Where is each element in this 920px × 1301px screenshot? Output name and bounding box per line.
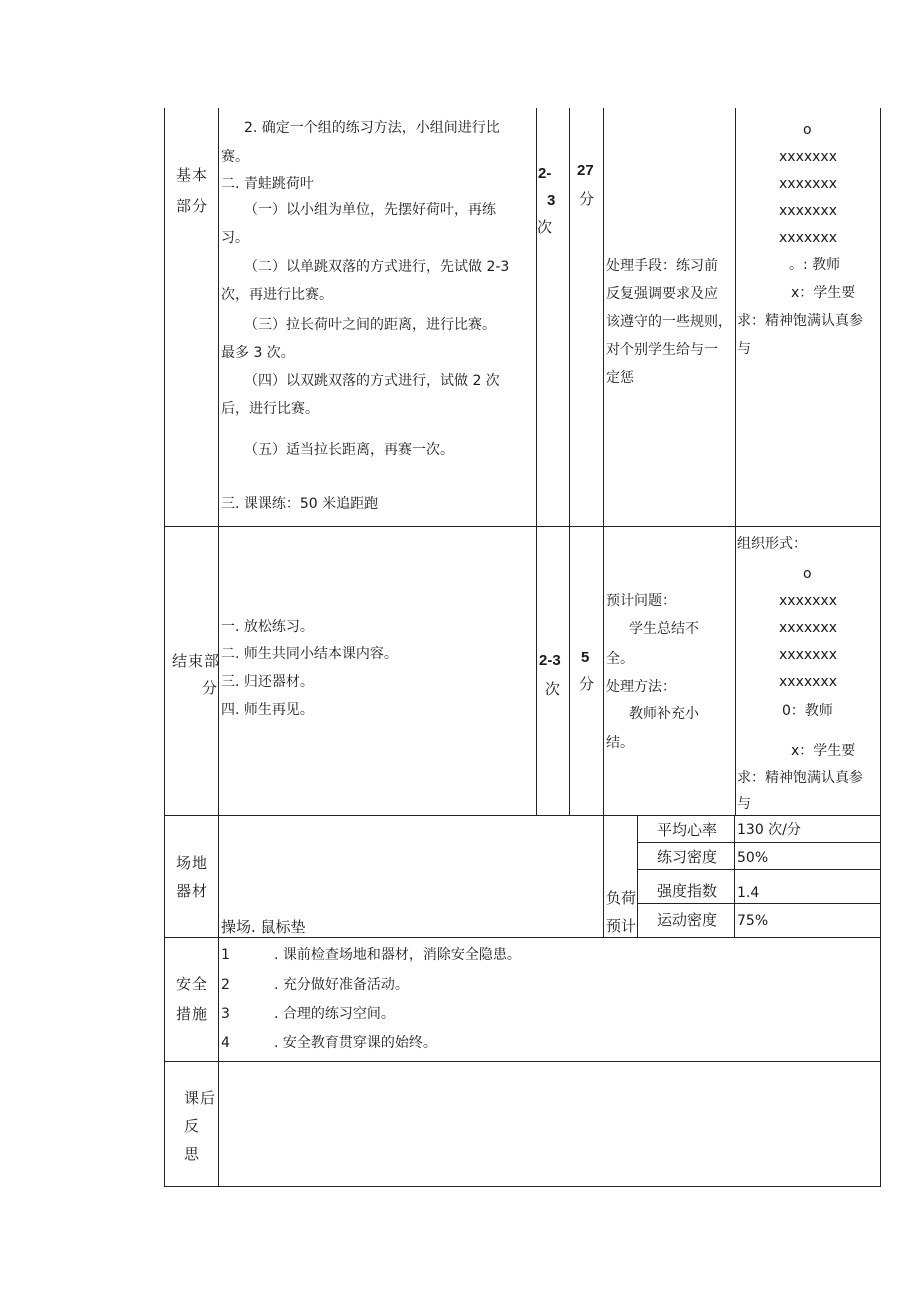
requirement-line: 求：精神饱满认真参 — [737, 770, 863, 786]
method-line: 全。 — [606, 651, 634, 667]
basic-duration-unit: 分 — [579, 190, 595, 208]
content-line: 习。 — [221, 230, 249, 246]
metric-value: 50% — [737, 850, 769, 866]
safety-item-text: . 课前检查场地和器材，消除安全隐患。 — [274, 947, 521, 963]
reflection-label-line1: 课后 — [184, 1089, 217, 1107]
content-line: 二. 青蛙跳荷叶 — [221, 176, 314, 192]
safety-item-text: . 充分做好准备活动。 — [274, 977, 409, 993]
legend-student: x：学生要 — [791, 743, 856, 759]
requirement-line: 与 — [737, 796, 751, 812]
teacher-marker: o — [803, 122, 812, 138]
student-row: xxxxxxx — [779, 674, 837, 690]
content-line: 一. 放松练习。 — [221, 619, 314, 635]
content-line: 次，再进行比赛。 — [221, 287, 333, 303]
metric-name: 强度指数 — [657, 882, 718, 900]
legend-teacher: 0：教师 — [782, 703, 833, 719]
safety-item-number: 3 — [221, 1006, 230, 1022]
content-line: 四. 师生再见。 — [221, 702, 314, 718]
safety-item-text: . 安全教育贯穿课的始终。 — [274, 1035, 437, 1051]
method-line: 预计问题： — [606, 593, 676, 609]
safety-item-number: 1 — [221, 947, 230, 963]
basic-times: 3 — [547, 192, 556, 209]
basic-label-line2: 部分 — [176, 197, 209, 215]
metric-value: 130 次/分 — [737, 822, 801, 838]
ending-label-line2: 分 — [202, 679, 219, 697]
metric-name: 运动密度 — [657, 911, 718, 929]
load-label-line2: 预计 — [606, 917, 637, 935]
safety-label-line1: 安全 — [176, 975, 209, 993]
metric-name: 练习密度 — [657, 848, 718, 866]
teacher-marker: o — [803, 566, 812, 582]
content-line: 后，进行比赛。 — [221, 401, 319, 417]
ending-duration: 5 — [581, 649, 590, 666]
method-line: 教师补充小 — [629, 706, 699, 722]
ending-times: 2-3 — [539, 652, 561, 669]
basic-times-unit: 次 — [537, 218, 553, 236]
method-line: 学生总结不 — [629, 621, 699, 637]
student-row: xxxxxxx — [779, 230, 837, 246]
method-line: 该遵守的一些规则， — [606, 314, 732, 330]
student-row: xxxxxxx — [779, 176, 837, 192]
ending-times-unit: 次 — [545, 680, 561, 698]
requirement-line: 求：精神饱满认真参 — [737, 313, 863, 329]
content-line: （五）适当拉长距离，再赛一次。 — [244, 442, 454, 458]
method-line: 处理方法： — [606, 679, 676, 695]
venue-content: 操场. 鼠标垫 — [221, 918, 306, 936]
safety-item-number: 4 — [221, 1035, 230, 1051]
content-line: 三. 课课练：50 米追距跑 — [221, 496, 379, 512]
org-title: 组织形式： — [737, 536, 807, 552]
legend-teacher: 。: 教师 — [789, 257, 841, 273]
student-row: xxxxxxx — [779, 620, 837, 636]
metric-value: 75% — [737, 913, 769, 929]
method-line: 对个别学生给与一 — [606, 342, 718, 358]
basic-times: 2- — [538, 165, 552, 182]
content-line: 三. 归还器材。 — [221, 674, 314, 690]
student-row: xxxxxxx — [779, 593, 837, 609]
venue-label-line1: 场地 — [176, 854, 209, 872]
requirement-line: 与 — [737, 341, 751, 357]
safety-label-line2: 措施 — [176, 1005, 209, 1023]
metric-name: 平均心率 — [657, 821, 718, 839]
basic-duration: 27 — [577, 162, 594, 179]
ending-duration-unit: 分 — [579, 675, 595, 693]
safety-item-text: . 合理的练习空间。 — [274, 1006, 395, 1022]
student-row: xxxxxxx — [779, 149, 837, 165]
reflection-label-line2: 反 — [184, 1117, 201, 1135]
content-line: 赛。 — [221, 149, 249, 165]
method-line: 反复强调要求及应 — [606, 286, 718, 302]
student-row: xxxxxxx — [779, 203, 837, 219]
content-line: 二. 师生共同小结本课内容。 — [221, 646, 398, 662]
safety-item-number: 2 — [221, 977, 230, 993]
content-line: 2. 确定一个组的练习方法，小组间进行比 — [244, 120, 500, 136]
metric-value: 1.4 — [737, 885, 760, 901]
basic-label-line1: 基本 — [176, 166, 209, 184]
method-line: 定惩 — [606, 370, 634, 386]
content-line: （二）以单跳双落的方式进行，先试做 2-3 — [244, 259, 510, 275]
reflection-label-line3: 思 — [184, 1145, 201, 1163]
content-line: （四）以双跳双落的方式进行，试做 2 次 — [244, 373, 500, 389]
method-line: 处理手段：练习前 — [606, 258, 718, 274]
load-label-line1: 负荷 — [606, 889, 637, 907]
method-line: 结。 — [606, 735, 634, 751]
content-line: 最多 3 次。 — [221, 345, 295, 361]
content-line: （一）以小组为单位，先摆好荷叶，再练 — [244, 202, 496, 218]
legend-student: x：学生要 — [791, 285, 856, 301]
content-line: （三）拉长荷叶之间的距离，进行比赛。 — [244, 317, 496, 333]
ending-label-line1: 结束部 — [172, 652, 221, 670]
venue-label-line2: 器材 — [176, 882, 209, 900]
student-row: xxxxxxx — [779, 647, 837, 663]
